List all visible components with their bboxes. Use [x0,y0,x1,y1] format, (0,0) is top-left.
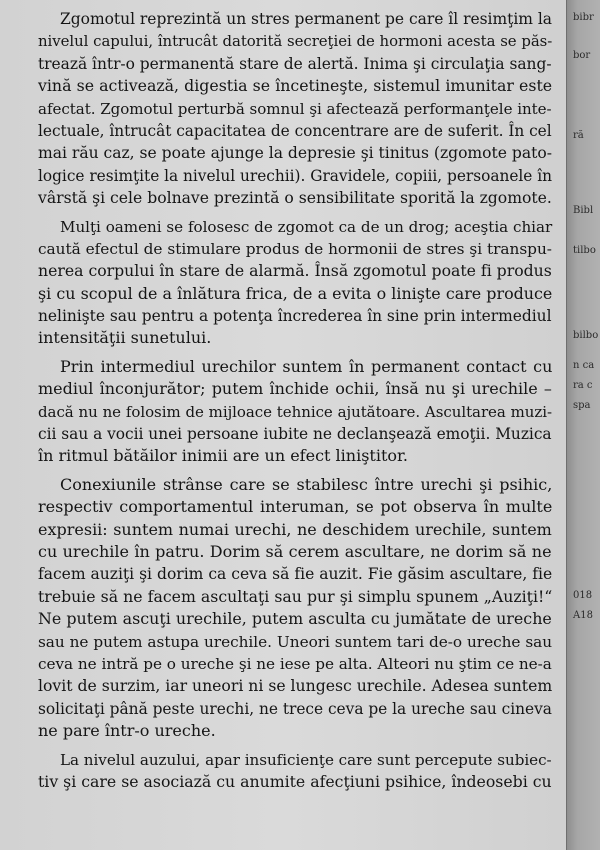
text-line: intensităţii sunetului. [38,328,212,348]
text-line: în ritmul bătăilor inimii are un efect liniştitor. [38,446,408,466]
paragraph [38,216,552,350]
paragraph [38,8,552,210]
text-line: vârstă şi cele bolnave prezintă o sensibilitate sporită la zgomote. [38,188,552,208]
paragraph [38,356,552,468]
gutter-text-fragment: n ca [573,360,595,371]
text-line: afectat. Zgomotul perturbă somnul şi afectează performanţele inte- [38,99,552,118]
text-line: Prin intermediul urechilor suntem în permanent contact cu [60,356,553,376]
text-line: cu urechile în patru. Dorim să cerem ascultare, ne dorim să ne [38,541,552,561]
gutter-text-fragment: ră [573,130,584,141]
text-line: logice resimţite la nivelul urechii). Gravidele, copiii, persoanele în [38,166,552,185]
text-line: respectiv comportamentul interuman, se pot observa în multe [38,497,553,517]
text-line: caută efectul de stimulare produs de hormonii de stres şi transpu- [38,239,552,258]
text-line: solicitaţi până peste urechi, ne trece ceva pe la ureche sau cineva [38,699,552,718]
text-line: Mulţi oameni se folosesc de zgomot ca de un drog; aceştia chiar [60,217,553,236]
text-line: La nivelul auzului, apar insuficienţe care sunt percepute subiec- [60,750,552,769]
text-line: mai rău caz, se poate ajunge la depresie şi tinitus (zgomote pato- [38,144,552,163]
gutter-text-fragment: Bibl [573,205,594,216]
body-text [38,8,552,793]
text-line: dacă nu ne folosim de mijloace tehnice ajutătoare. Ascultarea muzi- [38,402,553,421]
text-line: Conexiunile strânse care se stabilesc între urechi şi psihic, [60,474,553,494]
paragraph [38,749,552,794]
gutter-text-fragment: A18 [573,610,593,621]
gutter-text-fragment: 018 [573,590,593,601]
text-line: trează într-o permanentă stare de alertă. Inima şi circulaţia sang- [38,54,552,73]
adjacent-page-edge [566,0,600,850]
gutter-text-fragment: bibr [573,12,594,23]
text-line: şi cu scopul de a înlătura frica, de a evita o linişte care produce [38,283,553,303]
text-line: nelinişte sau pentru a potenţa încrederea în sine prin intermediul [38,307,552,326]
text-line: expresii: suntem numai urechi, ne deschidem urechile, suntem [38,519,552,539]
text-line: sau ne putem astupa urechile. Uneori suntem tari de-o ureche sau [38,632,553,651]
text-line: nivelul capului, întrucât datorită secreţiei de hormoni acesta se păs- [38,32,553,51]
text-line: facem auziţi şi dorim ca ceva să fie auzit. Fie găsim ascultare, fie [38,565,553,584]
gutter-text-fragment: bor [573,50,591,61]
gutter-text-fragment: tilbo [573,245,596,256]
text-line: vină se activează, digestia se încetineşte, sistemul imunitar este [38,76,553,96]
gutter-text-fragment: bilbo [573,330,599,341]
gutter-text-fragment: spa [573,400,591,411]
text-line: mediul înconjurător; putem închide ochii, însă nu şi urechile – [38,379,552,399]
paragraph [38,474,552,743]
text-line: lovit de surzim, iar uneori ni se lungesc urechile. Adesea suntem [38,676,553,696]
text-line: Ne putem ascuţi urechile, putem asculta cu jumătate de ureche [38,609,552,629]
text-line: cii sau a vocii unei persoane iubite ne declanşează emoţii. Muzica [38,425,552,444]
text-line: ne pare într-o ureche. [38,721,216,741]
text-line: Zgomotul reprezintă un stres permanent pe care îl resimţim la [60,10,552,28]
text-line: lectuale, întrucât capacitatea de concentrare are de suferit. În cel [38,121,552,140]
text-line: trebuie să ne facem ascultaţi sau pur şi simplu spunem „Auziţi!“ [38,586,553,606]
gutter-text-fragment: ra c [573,380,593,391]
text-line: nerea corpului în stare de alarmă. Însă zgomotul poate fi produs [38,261,552,281]
text-line: tiv şi care se asociază cu anumite afecţiuni psihice, îndeosebi cu [38,771,552,791]
text-line: ceva ne intră pe o ureche şi ne iese pe alta. Alteori nu ştim ce ne-a [38,654,552,673]
